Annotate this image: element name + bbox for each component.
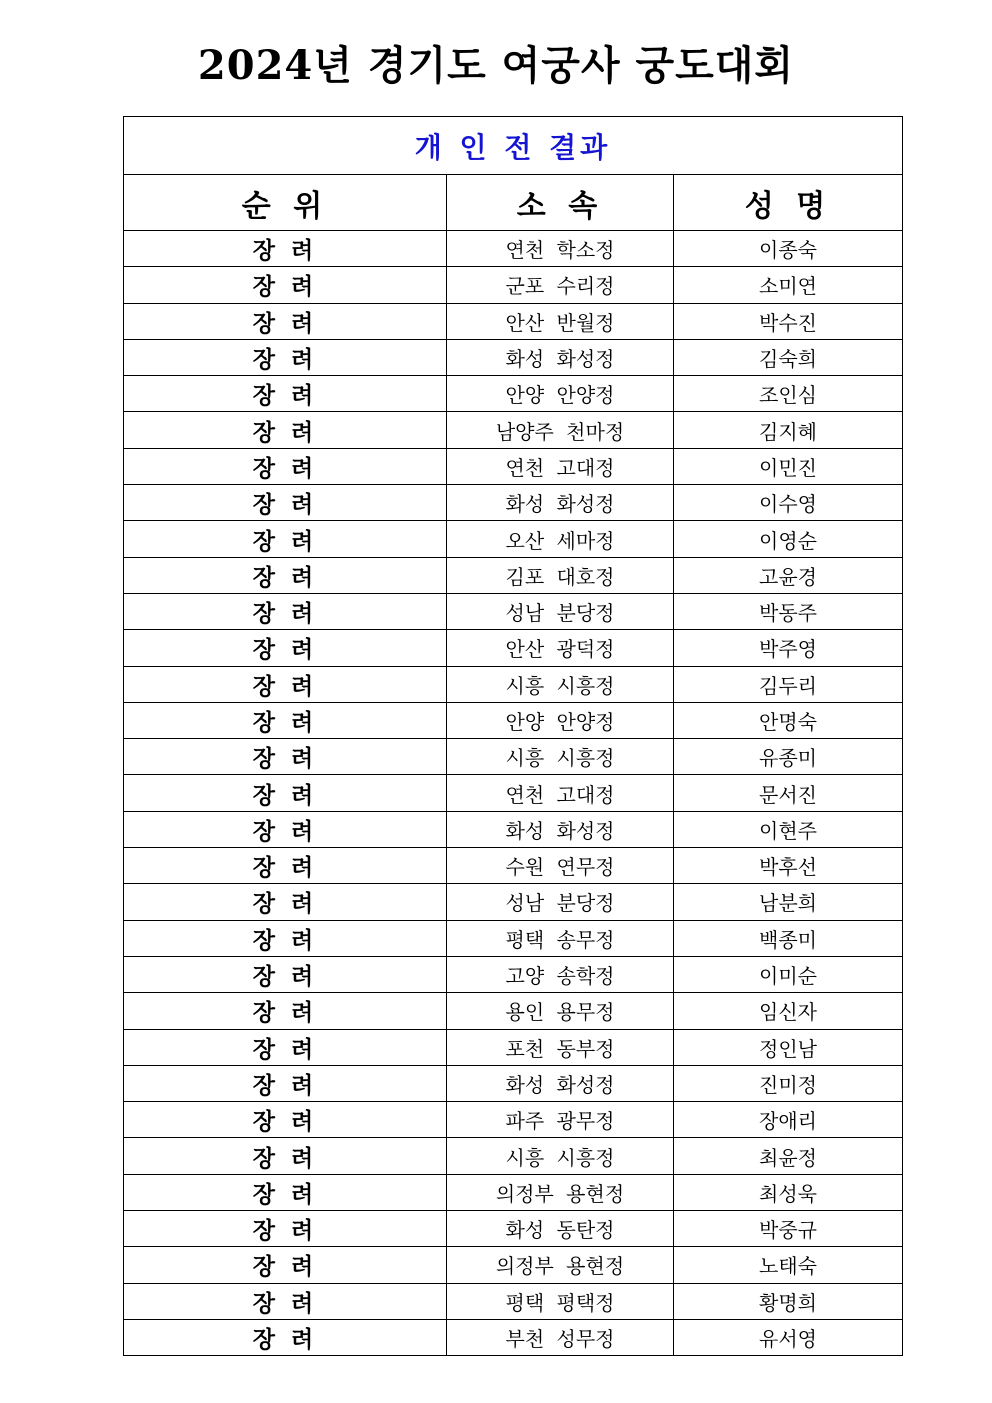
table-row <box>124 412 903 448</box>
rank-cell: 장 려 <box>124 485 447 521</box>
affiliation-cell: 연천 고대정 <box>447 448 674 484</box>
affiliation-cell: 시흥 시흥정 <box>447 666 674 702</box>
rank-cell: 장 려 <box>124 557 447 593</box>
table-row <box>124 1283 903 1319</box>
name-cell: 장애리 <box>674 1102 903 1138</box>
rank-cell: 장 려 <box>124 739 447 775</box>
rank-cell: 장 려 <box>124 376 447 412</box>
name-cell: 소미연 <box>674 267 903 303</box>
rank-cell: 장 려 <box>124 920 447 956</box>
rank-cell: 장 려 <box>124 1247 447 1283</box>
header-rank: 순 위 <box>124 175 447 231</box>
rank-cell: 장 려 <box>124 521 447 557</box>
table-row <box>124 557 903 593</box>
name-cell: 백종미 <box>674 920 903 956</box>
affiliation-cell: 포천 동부정 <box>447 1029 674 1065</box>
affiliation-cell: 수원 연무정 <box>447 848 674 884</box>
rank-cell: 장 려 <box>124 884 447 920</box>
table-row <box>124 1174 903 1210</box>
rank-cell: 장 려 <box>124 448 447 484</box>
name-cell: 박주영 <box>674 630 903 666</box>
table-row <box>124 231 903 267</box>
affiliation-cell: 파주 광무정 <box>447 1102 674 1138</box>
table-row <box>124 811 903 847</box>
rank-cell: 장 려 <box>124 593 447 629</box>
affiliation-cell: 남양주 천마정 <box>447 412 674 448</box>
rank-cell: 장 려 <box>124 303 447 339</box>
affiliation-cell: 성남 분당정 <box>447 884 674 920</box>
table-row <box>124 267 903 303</box>
affiliation-cell: 화성 동탄정 <box>447 1211 674 1247</box>
name-cell: 김두리 <box>674 666 903 702</box>
name-cell: 이민진 <box>674 448 903 484</box>
affiliation-cell: 오산 세마정 <box>447 521 674 557</box>
affiliation-cell: 안산 광덕정 <box>447 630 674 666</box>
affiliation-cell: 평택 송무정 <box>447 920 674 956</box>
table-row <box>124 848 903 884</box>
name-cell: 정인남 <box>674 1029 903 1065</box>
name-cell: 남분희 <box>674 884 903 920</box>
table-row <box>124 448 903 484</box>
table-row <box>124 666 903 702</box>
table-caption-row <box>124 117 903 175</box>
affiliation-cell: 안양 안양정 <box>447 376 674 412</box>
affiliation-cell: 고양 송학정 <box>447 956 674 992</box>
table-row <box>124 920 903 956</box>
name-cell: 진미정 <box>674 1065 903 1101</box>
affiliation-cell: 안산 반월정 <box>447 303 674 339</box>
rank-cell: 장 려 <box>124 1174 447 1210</box>
header-affiliation: 소 속 <box>447 175 674 231</box>
table-row <box>124 1211 903 1247</box>
table-row <box>124 993 903 1029</box>
table-row <box>124 1247 903 1283</box>
rank-cell: 장 려 <box>124 702 447 738</box>
table-row <box>124 630 903 666</box>
affiliation-cell: 의정부 용현정 <box>447 1247 674 1283</box>
rank-cell: 장 려 <box>124 848 447 884</box>
name-cell: 최성욱 <box>674 1174 903 1210</box>
document-title: 2024년 경기도 여궁사 궁도대회 <box>197 42 795 89</box>
table-row <box>124 521 903 557</box>
rank-cell: 장 려 <box>124 1211 447 1247</box>
rank-cell: 장 려 <box>124 1138 447 1174</box>
table-row <box>124 485 903 521</box>
table-row <box>124 1102 903 1138</box>
table-row <box>124 593 903 629</box>
rank-cell: 장 려 <box>124 630 447 666</box>
name-cell: 노태숙 <box>674 1247 903 1283</box>
affiliation-cell: 시흥 시흥정 <box>447 739 674 775</box>
affiliation-cell: 의정부 용현정 <box>447 1174 674 1210</box>
affiliation-cell: 화성 화성정 <box>447 339 674 375</box>
table-caption: 개 인 전 결과 <box>124 117 903 175</box>
rank-cell: 장 려 <box>124 666 447 702</box>
name-cell: 임신자 <box>674 993 903 1029</box>
affiliation-cell: 시흥 시흥정 <box>447 1138 674 1174</box>
affiliation-cell: 김포 대호정 <box>447 557 674 593</box>
affiliation-cell: 부천 성무정 <box>447 1319 674 1355</box>
rank-cell: 장 려 <box>124 956 447 992</box>
name-cell: 이종숙 <box>674 231 903 267</box>
table-row <box>124 884 903 920</box>
header-name: 성 명 <box>674 175 903 231</box>
rank-cell: 장 려 <box>124 412 447 448</box>
name-cell: 이수영 <box>674 485 903 521</box>
name-cell: 조인심 <box>674 376 903 412</box>
name-cell: 유종미 <box>674 739 903 775</box>
rank-cell: 장 려 <box>124 339 447 375</box>
name-cell: 최윤정 <box>674 1138 903 1174</box>
rank-cell: 장 려 <box>124 1102 447 1138</box>
affiliation-cell: 용인 용무정 <box>447 993 674 1029</box>
name-cell: 김숙희 <box>674 339 903 375</box>
name-cell: 황명희 <box>674 1283 903 1319</box>
affiliation-cell: 연천 학소정 <box>447 231 674 267</box>
name-cell: 유서영 <box>674 1319 903 1355</box>
affiliation-cell: 화성 화성정 <box>447 811 674 847</box>
rank-cell: 장 려 <box>124 1065 447 1101</box>
name-cell: 이영순 <box>674 521 903 557</box>
name-cell: 문서진 <box>674 775 903 811</box>
table-row <box>124 1138 903 1174</box>
rank-cell: 장 려 <box>124 1283 447 1319</box>
table-row <box>124 339 903 375</box>
table-row <box>124 775 903 811</box>
rank-cell: 장 려 <box>124 267 447 303</box>
table-header-row <box>124 175 903 231</box>
rank-cell: 장 려 <box>124 811 447 847</box>
name-cell: 박중규 <box>674 1211 903 1247</box>
rank-cell: 장 려 <box>124 231 447 267</box>
table-row <box>124 1319 903 1355</box>
rank-cell: 장 려 <box>124 1319 447 1355</box>
rank-cell: 장 려 <box>124 993 447 1029</box>
table-row <box>124 1029 903 1065</box>
rank-cell: 장 려 <box>124 775 447 811</box>
affiliation-cell: 화성 화성정 <box>447 485 674 521</box>
table-row <box>124 739 903 775</box>
affiliation-cell: 화성 화성정 <box>447 1065 674 1101</box>
table-row <box>124 303 903 339</box>
affiliation-cell: 연천 고대정 <box>447 775 674 811</box>
name-cell: 안명숙 <box>674 702 903 738</box>
affiliation-cell: 성남 분당정 <box>447 593 674 629</box>
name-cell: 이미순 <box>674 956 903 992</box>
table-row <box>124 956 903 992</box>
name-cell: 이현주 <box>674 811 903 847</box>
affiliation-cell: 안양 안양정 <box>447 702 674 738</box>
table-row <box>124 702 903 738</box>
name-cell: 박후선 <box>674 848 903 884</box>
name-cell: 고윤경 <box>674 557 903 593</box>
table-row <box>124 376 903 412</box>
name-cell: 박수진 <box>674 303 903 339</box>
results-table <box>123 116 903 1356</box>
table-row <box>124 1065 903 1101</box>
name-cell: 박동주 <box>674 593 903 629</box>
affiliation-cell: 군포 수리정 <box>447 267 674 303</box>
affiliation-cell: 평택 평택정 <box>447 1283 674 1319</box>
name-cell: 김지혜 <box>674 412 903 448</box>
rank-cell: 장 려 <box>124 1029 447 1065</box>
